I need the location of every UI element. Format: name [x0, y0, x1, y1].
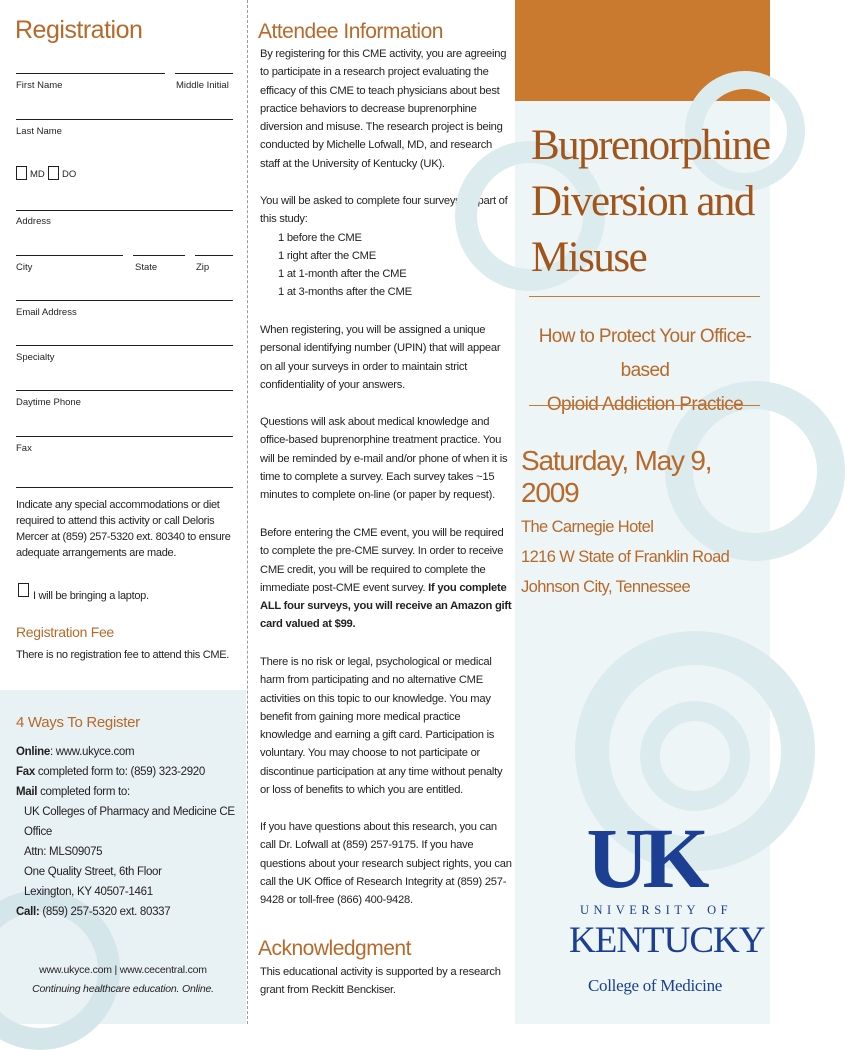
registration-fee-text: There is no registration fee to attend this CME.: [16, 649, 230, 661]
md-checkbox[interactable]: [16, 166, 27, 180]
fold-divider: [247, 0, 248, 1024]
do-checkbox[interactable]: [48, 166, 59, 180]
state-label: State: [135, 262, 158, 273]
middle-initial-field[interactable]: [175, 73, 233, 74]
laptop-label: I will be bringing a laptop.: [33, 590, 149, 602]
last-name-label: Last Name: [16, 126, 62, 137]
email-field[interactable]: [16, 300, 233, 301]
gift-card-notice: If you complete ALL four surveys, you will receive an Amazon gift card valued at $99.: [260, 581, 512, 631]
accommodations-text: Indicate any special accommodations or diet required to attend this activity or call Deloris Mercer at (859) 257-5320 ext. 80340 to ensure adequate arrangements are made.: [16, 499, 231, 559]
attendee-paragraph-intro: By registering for this CME activity, you are agreeing to participate in a research project evaluating the efficacy of this CME to teach physicians about best practice behaviors to decrease buprenorphine diversion and misuse. The research project is being conducted by Michelle Lofwall, MD, and research staff at the University of Kentucky (UK).: [260, 48, 507, 170]
mail-address-line: One Quality Street, 6th Floor: [24, 866, 162, 878]
daytime-phone-label: Daytime Phone: [16, 397, 81, 408]
cover-subtitle: How to Protect Your Office-based Opioid Addiction Practice: [538, 326, 752, 415]
survey-item: 1 before the CME: [278, 231, 362, 244]
specialty-field[interactable]: [16, 345, 233, 346]
first-name-field[interactable]: [16, 73, 165, 74]
attendee-paragraph-questions: Questions will ask about medical knowledge and office-based buprenorphine treatment practice. You will be reminded by e-mail and/or phone of when it is time to complete a survey. Each survey takes ~15 minutes to complete on-line (or paper by request).: [260, 416, 508, 502]
laptop-checkbox[interactable]: [18, 583, 29, 597]
email-label: Email Address: [16, 307, 77, 318]
survey-item: 1 right after the CME: [278, 249, 376, 262]
attendee-paragraph-surveys-required: Before entering the CME event, you will be required to complete the pre-CME survey. In order to receive CME credit, you will be required to complete the immediate post-CME event survey. If you complete ALL four surveys, you will receive an Amazon gift card valued at $99.: [260, 527, 512, 631]
survey-item: 1 at 3-months after the CME: [278, 286, 412, 299]
call-line: Call: (859) 257-5320 ext. 80337: [16, 906, 171, 918]
fax-label: Fax: [16, 443, 32, 454]
zip-field[interactable]: [195, 255, 233, 256]
survey-list: You will be asked to complete four surveys as part of this study: 1 before the CME 1 right after the CME 1 at 1-month after the CME 1 at 3-months after the CME: [260, 192, 512, 302]
acknowledgment-text: This educational activity is supported by a research grant from Reckitt Benckiser.: [260, 966, 501, 997]
address-label: Address: [16, 216, 51, 227]
middle-initial-label: Middle Initial: [176, 80, 229, 91]
fax-line: Fax completed form to: (859) 323-2920: [16, 766, 205, 778]
last-name-field[interactable]: [16, 119, 233, 120]
college-of-medicine-text: College of Medicine: [588, 976, 723, 995]
mail-address-line: Lexington, KY 40507-1461: [24, 886, 153, 898]
footer-websites: www.ukyce.com | www.cecentral.com: [39, 964, 207, 976]
ways-title: 4 Ways To Register: [16, 714, 140, 731]
university-of-text: UNIVERSITY OF: [580, 903, 733, 917]
attendee-paragraph-contact: If you have questions about this research, you can call Dr. Lofwall at (859) 257-9175. If you have questions about your research subject rights, you can call the UK Office of Research Integrity at (859) 257-9428 or toll-free (866) 400-9428.: [260, 821, 512, 907]
accommodations-field[interactable]: [16, 487, 233, 488]
mail-address-line: UK Colleges of Pharmacy and Medicine CE Office: [24, 806, 235, 838]
address-field[interactable]: [16, 210, 233, 211]
kentucky-wordmark: KENTUCKY: [569, 920, 765, 961]
uk-logo-mark: [586, 810, 704, 906]
first-name-label: First Name: [16, 80, 63, 91]
city-label: City: [16, 262, 33, 273]
registration-fee-title: Registration Fee: [16, 624, 114, 640]
event-venue: The Carnegie Hotel 1216 W State of Franklin Road Johnson City, Tennessee: [521, 518, 730, 596]
registration-title: Registration: [15, 16, 143, 44]
mail-address-line: Attn: MLS09075: [24, 846, 103, 858]
title-rule-top: [529, 296, 760, 297]
event-date: Saturday, May 9, 2009: [521, 445, 712, 508]
title-rule-bottom: [529, 405, 760, 406]
footer-tagline: Continuing healthcare education. Online.: [32, 983, 214, 995]
acknowledgment-title: Acknowledgment: [258, 937, 411, 960]
zip-label: Zip: [196, 262, 210, 273]
attendee-paragraph-upin: When registering, you will be assigned a unique personal identifying number (UPIN) that will appear on all your surveys in order to maintain strict confidentiality of your answers.: [260, 324, 501, 391]
city-field[interactable]: [16, 255, 123, 256]
daytime-phone-field[interactable]: [16, 390, 233, 391]
mail-line: Mail completed form to:: [16, 786, 130, 798]
attendee-info-title: Attendee Information: [258, 20, 443, 43]
specialty-label: Specialty: [16, 352, 55, 363]
state-field[interactable]: [133, 255, 185, 256]
online-line: Online: www.ukyce.com: [16, 746, 135, 758]
survey-item: 1 at 1-month after the CME: [278, 268, 407, 281]
svg-text:UK: UK: [586, 810, 704, 906]
do-label: DO: [62, 169, 77, 180]
attendee-paragraph-risk: There is no risk or legal, psychological or medical harm from participating and no alternative CME activities on this topic to our knowledge. You may benefit from gaining more medical practice knowledge and earning a gift card. Participation is voluntary. You may choose to not participate or discontinue participation at any time without penalty or loss of benefits to which you are entitled.: [260, 656, 503, 797]
cover-title: Buprenorphine Diversion and Misuse: [531, 122, 770, 281]
fax-field[interactable]: [16, 436, 233, 437]
md-label: MD: [30, 169, 45, 180]
ways-to-register: [16, 713, 241, 922]
